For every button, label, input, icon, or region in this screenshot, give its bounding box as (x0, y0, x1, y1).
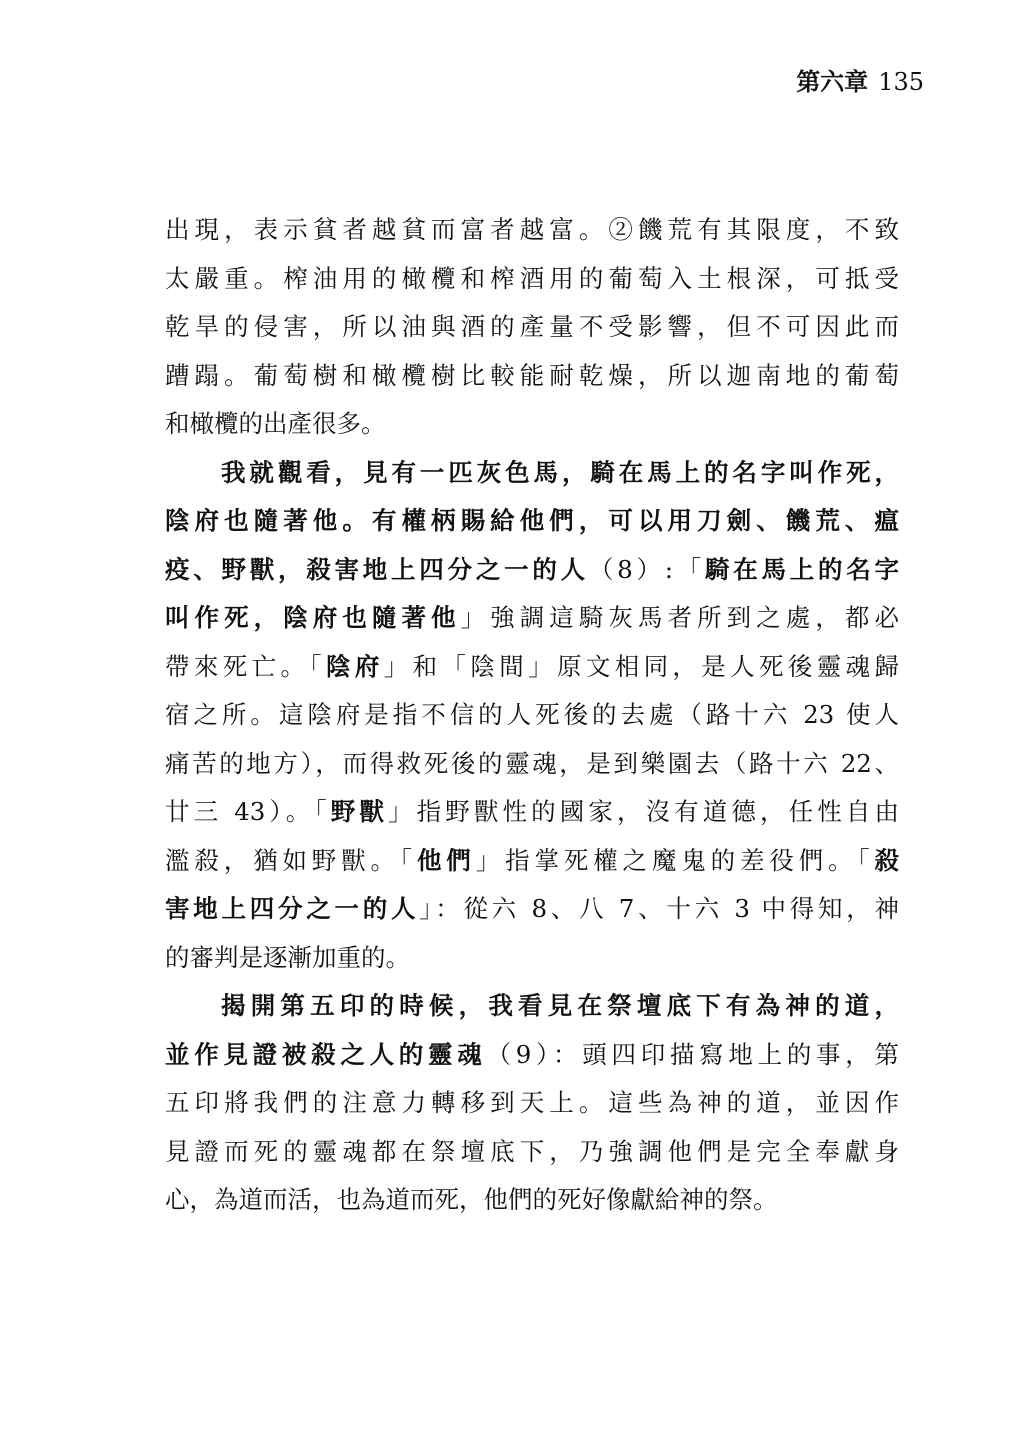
bold-text: 陰府 (325, 651, 384, 681)
text-segment: 太嚴重。榨油用的橄欖和榨酒用的葡萄入土根深，可抵受 (165, 263, 899, 293)
text-line (165, 497, 899, 546)
text-segment: 」指野獸性的國家，沒有道德，任性自由 (388, 797, 899, 826)
bold-text: 揭開第五印的時候，我看見在祭壇底下有為神的道， (221, 991, 899, 1020)
text-segment: 」強調這騎灰馬者所到之處，都必 (460, 603, 899, 632)
text-segment: 的審判是逐漸加重的。 (165, 942, 410, 972)
text-line (165, 546, 899, 595)
text-line (165, 691, 899, 740)
text-segment: 五印將我們的注意力轉移到天上。這些為神的道，並因作 (165, 1088, 899, 1117)
bold-text: 陰府也隨著他。有權柄賜給他們，可以用刀劍、饑荒、瘟 (165, 506, 899, 535)
text-segment: 宿之所。這陰府是指不信的人死後的去處（路十六 23 使人 (165, 700, 899, 729)
bold-text: 害地上四分之一的人 (165, 894, 420, 923)
text-line (165, 740, 899, 789)
text-line (165, 885, 899, 934)
text-segment: 帶來死亡。「 (165, 651, 326, 681)
text-line (165, 255, 899, 304)
text-line (165, 400, 899, 449)
bold-text: 叫作死，陰府也隨著他 (165, 603, 461, 632)
text-line (165, 934, 899, 983)
text-line (165, 788, 899, 837)
page-number: 135 (878, 68, 924, 96)
text-segment: 」指掌死權之魔鬼的差役們。「 (475, 845, 875, 875)
text-segment: 出現，表示貧者越貧而富者越富。②饑荒有其限度，不致 (165, 215, 899, 244)
running-header (796, 62, 924, 97)
text-segment: （8）:「 (588, 554, 705, 584)
text-line (165, 352, 899, 401)
text-segment: 」和「陰間」原文相同，是人死後靈魂歸 (383, 651, 899, 681)
text-segment: 蹧蹋。葡萄樹和橄欖樹比較能耐乾燥，所以迦南地的葡萄 (165, 360, 899, 390)
text-line (165, 594, 899, 643)
text-segment: 濫殺，猶如野獸。「 (165, 845, 417, 875)
bold-text: 殺 (874, 845, 899, 875)
text-segment: 乾旱的侵害，所以油與酒的產量不受影響，但不可因此而 (165, 312, 899, 341)
text-line (165, 1031, 899, 1080)
text-segment: 」：從六 8、八 7、十六 3 中得知，神 (419, 894, 899, 923)
text-segment: 心，為道而活，也為道而死，他們的死好像獻給神的祭。 (165, 1185, 778, 1214)
bold-text: 疫、野獸，殺害地上四分之一的人 (165, 554, 589, 584)
bold-text: 他們 (417, 845, 476, 875)
text-segment: 痛苦的地方），而得救死後的靈魂，是到樂園去（路十六 22、 (165, 748, 899, 778)
text-line (165, 837, 899, 886)
body-text (165, 206, 899, 1225)
bold-text: 並作見證被殺之人的靈魂 (165, 1039, 487, 1069)
text-line (165, 1079, 899, 1128)
text-line (165, 303, 899, 352)
text-line (165, 1176, 899, 1225)
text-line (165, 1128, 899, 1177)
text-line (165, 982, 899, 1031)
bold-text: 野獸 (330, 797, 389, 826)
text-line (165, 206, 899, 255)
bold-text: 騎在馬上的名字 (704, 554, 899, 584)
text-segment: 廿三 43）。「 (165, 797, 331, 826)
text-segment: 見證而死的靈魂都在祭壇底下，乃強調他們是完全奉獻身 (165, 1136, 899, 1166)
chapter-title: 第六章 (796, 67, 869, 96)
text-line (165, 643, 899, 692)
text-segment: 和橄欖的出產很多。 (165, 409, 386, 438)
bold-text: 我就觀看，見有一匹灰色馬，騎在馬上的名字叫作死， (221, 457, 899, 487)
text-segment: （9）：頭四印描寫地上的事，第 (486, 1039, 899, 1069)
text-line (165, 449, 899, 498)
